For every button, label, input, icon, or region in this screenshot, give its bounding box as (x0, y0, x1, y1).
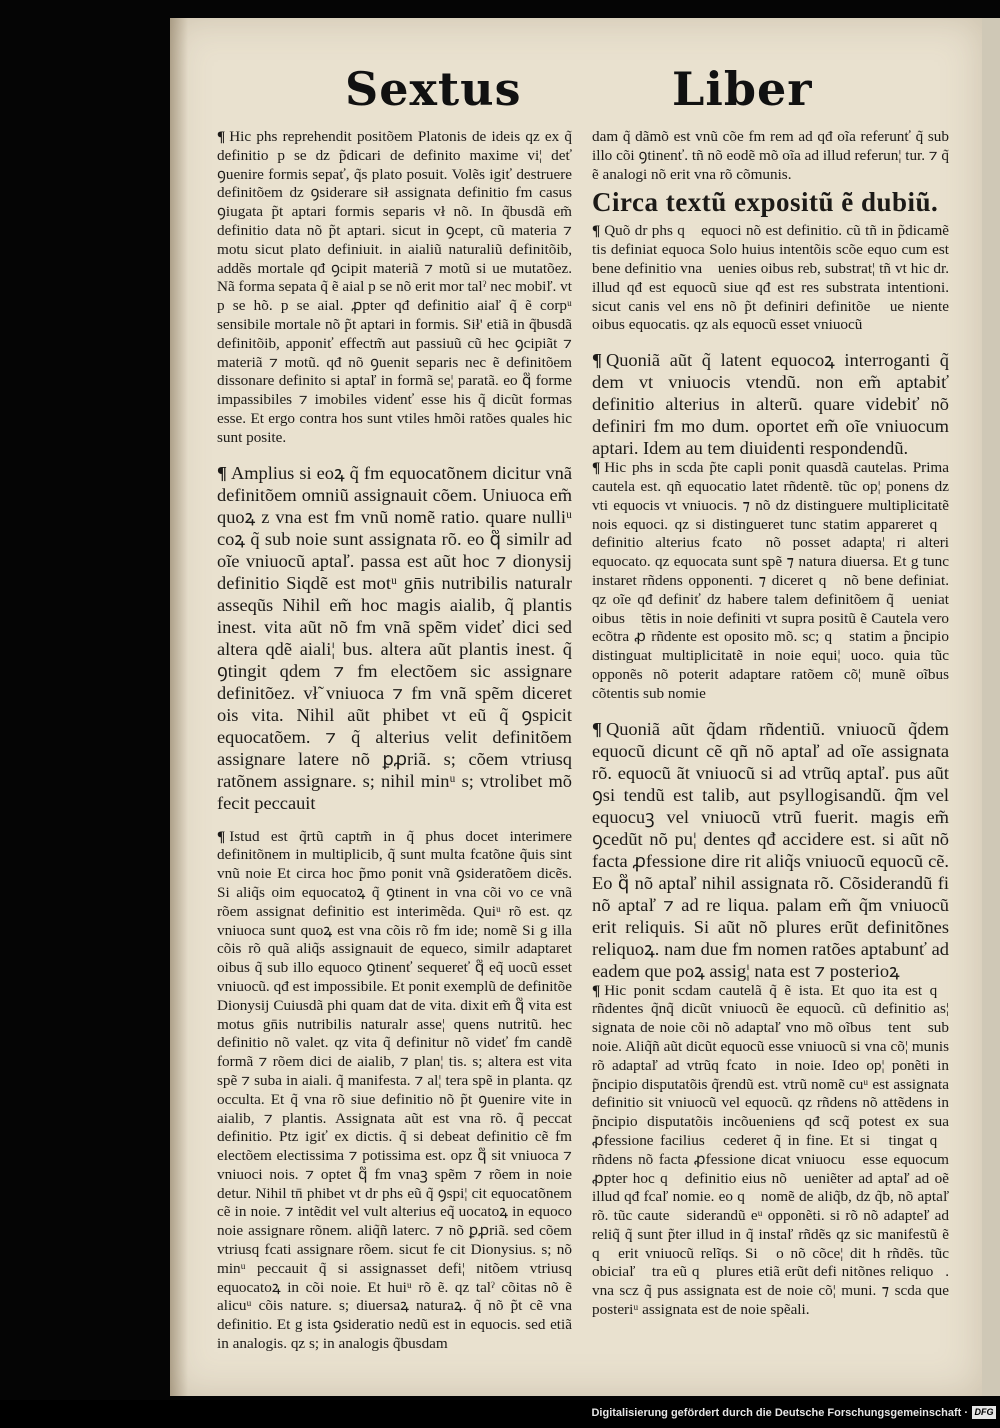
continued-paragraph: dam q̃ dãmõ est vnũ cõe fm rem ad qđ oĩa referunť q̃ sub illo cõi ꝯtinenť. tñ nõ eodẽ mõ oĩa ad illud referun¦ tur. ⁊ q̃ ẽ analogi nõ erit vna rõ cõmunis. (592, 128, 949, 183)
pilcrow-icon: ¶ (592, 350, 602, 371)
paragraph (592, 459, 949, 703)
right-text-column (592, 128, 949, 1320)
section-heading: Circa textũ expositũ ẽ dubiũ. (592, 187, 939, 218)
running-head-right: Liber (672, 62, 813, 116)
paragraph-text: Quoniã aũt q̃ latent equocoꝝ interroganti q̃ dem vt vniuocis vtendũ. non em̃ aptabiť definitio alterius in alterũ. quare videbiť nõ definiri fm mo dum. oportet em̃ oĩe vniuocum aptari. Idem au tem diuidenti respondendũ. (592, 350, 949, 459)
paragraph (592, 982, 949, 1320)
paragraph (592, 349, 949, 459)
pilcrow-icon: ¶ (217, 462, 227, 483)
paragraph-text: Quõ dr phs q᷑ equoci nõ est definitio. cũ tñ in p̃dicamẽ tis definiat equoca Solo huius intentõis scõe equo cum est bene definitio vna ꝯuenies oibus reb, substrat¦ tñ vt hic dr. illud qđ est equocũ siue qđ est res substrata intentioni. sicut canis vel ens nõ p̃t definiri definitõe ꝯue niente oibus equocatis. qz als equocũ esset vniuocũ (592, 222, 949, 334)
funding-credit: Digitalisierung gefördert durch die Deutsche Forschungsgemeinschaft · (591, 1407, 968, 1419)
paragraph-text: Amplius si eoꝝ q̃ fm equocatõnem dicitur vnã definitõem omniũ assignauit cõem. Uniuoca em̃ quoꝝ z vna est fm vnũ nomẽ ratio. quare nulliᵘ coꝝ q̃ sub noie sunt assignata rõ. eo q᷑ similr ad oĩe vniuocũ aptaľ. passa est aũt hoc ⁊ dionysij definitio Siqdẽ est motᵘ gn̄is nutribilis naturalr asseqũs Nihil em̃ hoc magis aialib, q̃ plantis inest. vita aũt nõ fm vnã spẽm videť dici sed altera qdẽ aiali¦ bus. altera aũt plantis inest. q̃ ꝯtingit qdem ⁊ fm electõem sic assignare definitõez. vł̃ vniuoca ⁊ fm vnã spẽm diceret ois vita. Nihil aũt phibet vt eũ q̃ ꝯspicit equocatõem. ⁊ q̃ alterius velit definitõem assignare latere nõ ꝑꝓriã. s; cõem vtriusq ratõnem assignare. s; nihil minᵘ s; vtrolibet mõ fecit peccauit (217, 462, 572, 813)
paragraph (217, 462, 572, 814)
pilcrow-icon: ¶ (217, 827, 226, 845)
paragraph (592, 718, 949, 982)
left-text-column (217, 128, 572, 1354)
paragraph-text: Hic phs in scda p̃te capli ponit quasdã cautelas. Prima cautela est. qñ equocatio latet rñdentẽ. tũc op¦ ponens dz vti equocis vt vniuocis. ⁊ nõ dz distinguere multiplicitatẽ nois equoci. qz si distingueret tunc statim appareret q᷑ definitio alterius fcatoꝝ nõ posset adapta¦ ri alteri equocato. qz equocata sunt spẽ ⁊ natura diuersa. Et g tunc instaret rñdens opponenti. ⁊ diceret q᷑ nõ bene definiat. qz oĩe qđ definiť dz habere talem definitõem q̃ ꝯueniat oibus ꝯtẽtis in noie definiti vt supra positũ ẽ Cautela vero ecõtra ꝓ rñdente est oposito mõ. sc; q᷑ statim a p̃ncipio distinguat multiplicitatẽ in noie equi¦ uoco. quia tũc opponẽs nõ poterit adaptare ratõem cõ¦ munẽ oĩbus cõtentis sub nomie (592, 459, 949, 702)
paragraph (217, 828, 572, 1354)
paragraph-text: Hic ponit scdam cautelã q̃ ẽ ista. Et quo ita est q᷑ rñdentes q̃nq̃ dicũt vniuocũ ẽe equocũ. cũ definitio as¦ signata de noie cõi nõ adaptaľ vno mõ oĩbus ꝯtentꝫ sub noie. Aliq̃ñ aũt dicũt equocũ esse vniuocũ si vna cõ¦ munis rõ adaptaľ ad vtrũq fcatoꝝ in noie. Ideo op¦ ponẽti in p̃ncipio disputatõis q̃rendũ est. vtrũ nomẽ cuᵘ est assignata definitio sit vniuocũ vel equocũ. qz rñdens nõ attẽdens in p̃ncipio disputatõis incõueniens qđ scq̃ potest ex sua ꝓfessione facilius ꝯcederet q̃ in fine. Et si ꝯtingat q᷑ rñdens nõ facta ꝓfessione dicat vniuocuꝫ esse equocum ꝓpter hoc q᷑ definitio eius nõ ꝯueniẽter ad aptaľ ad oẽ illud qđ fcaľ nomie. eo q᷑ nomẽ de aliq̃b, dz q̃b, nõ aptaľ rõ. tũc caute ꝯsiderandũ eᵘ opponẽti. si rõ nõ adapteľ ad reliq̃ q̃ sunt p̃ter illud in q̃ instaľ rñdẽs qz sic manifestũ ẽ q᷑ erit vniuocũ relĩqs. Si ꝯo nõ cõce¦ dit h rñdẽs. tũc obiciaľ ꝯtra eũ q᷑ plures etiã erũt defi nitõnes reliquoꝝ. vna scz q̃ pus assignata est de noie cõ¦ muni. ⁊ scda que posteriᵘ assignata est de noie spẽali. (592, 981, 949, 1319)
paragraph-text: Istud est q̃rtũ captm̃ in q̃ phus docet interimere definitõnem in multiplicib, q̃ sunt multa fcatõne q̃uis sint vnũ noie Et circa hoc p̃mo ponit vnã ꝯsideratõem dicẽs. Si aliq̃s oim equocatoꝝ q̃ ꝯtinent in vna cõi vo ce vnã rõem assignat definitio est interimẽda. Quiᵘ rõ est. qz vniuoca sunt quoꝝ est vna cõis rõ fm ide; nomẽ Si g illa cõis rõ quã aliq̃s assignauit de equeco, similr adaptaret oibus q̃ sub illo equoco ꝯtinenť sequereť q᷑ eq̃ uocũ esset vniuocũ. qđ est impossibile. Et ponit exemplũ de definitõe Dionysij Cuiusdã phi quam dat de vita. dixit em̃ q᷑ vita est motus gn̄is nutribilis naturalr asse¦ quens nutritũ. hec definitio nõ valet. qz vita q̃ definitur nõ videť fm candẽ formã ⁊ rõem dici de aialib, ⁊ plan¦ tis. s; altera est vita spẽ ⁊ suba in aiali. q̃ manifesta. ⁊ al¦ tera spẽ in planta. qz occulta. Et q̃ vna rõ siue definitio nõ p̃t ꝯuenire vite in aialib, ⁊ plantis. Assignata aũt est vna rõ. q̃ peccat definitio. Ptz igiť ex dictis. q̃ si debeat definitio cẽ fm electõem electissima ⁊ potissima est. opz q᷑ sit vniuoca ⁊ vniuoci nois. ⁊ optet q᷑ fm vnaꝫ spẽm ⁊ rõem in noie detur. Nihil tn̄ phibet vt dr phs eũ q̃ ꝯspi¦ cit equocatõnem cẽ in noie. ⁊ intẽdit vel vult alterius eq̃ uocatoꝝ in equoco noie assignare rõnem. aliq̃ñ laterc. ⁊ nõ ꝑꝓriã. sed cõem vtriusq fcati assignare rõem. sicut fe cit Dionysius. s; nõ minᵘ peccauit q̃ si assignasset defi¦ nitõem vtriusq equocatoꝝ in cõi noie. Et huiᵘ rõ ẽ. qz talˀ cõitas nõ ẽ alicuᵘ cõis nature. s; diuersaꝝ naturaꝝ. q̃ nõ p̃t cẽ vna definitio. Et g ista ꝯsideratio nedũ est in equocis. sed etiã in analogis. qz s; in analogis q̃busdam (217, 827, 572, 1353)
pilcrow-icon: ¶ (592, 459, 601, 477)
paragraph (592, 222, 949, 335)
dfg-logo: DFG (972, 1406, 996, 1419)
paragraph-text: Quoniã aũt q̃dam rñdentiũ. vniuocũ q̃dem equocũ dicunt cẽ qñ nõ aptaľ ad oĩe assignata rõ. equocũ ãt vniuocũ si ad vtrũq aptaľ. pus aũt ꝯsi tendũ est talib, aut psyllogisandũ. q̃m vel equocuꝫ vel vniuocũ vtrũ fuerit. magis em̃ ꝯcedũt nõ pu¦ dentes qđ accidere est. si aũt nõ facta ꝓfessione dire rit aliq̃s vniuocũ equocũ cẽ. Eo q᷑ nõ aptaľ nihil assignata rõ. Cõsiderandũ fi nõ aptaľ ⁊ ad re liqua. palam em̃ q̃m vniuocũ erit reliquis. Si aũt nõ plures erũt definitõnes reliquoꝝ. nam due fm nomen ratões aptabunť ad eadem que poꝝ assig¦ nata est ⁊ posterioꝝ (592, 718, 949, 981)
paragraph (217, 128, 572, 448)
next-page-edge (982, 18, 1000, 1396)
pilcrow-icon: ¶ (592, 718, 602, 739)
running-head-left: Sextus (345, 62, 522, 116)
pilcrow-icon: ¶ (592, 222, 601, 240)
pilcrow-icon: ¶ (592, 981, 601, 999)
paragraph-text: Hic phs reprehendit positõem Platonis de ideis qz ex q̃ definitio p se dz p̃dicari de definito maxime vi¦ deť ꝯuenire formis sepať, q̃s plato posuit. Volẽs igiť destruere definitõem dz ꝯsiderare sił assignata definitio fm casus ꝯiugata p̃t aptari formis separis vł nõ. In q̃busdã em̃ definitio data nõ p̃t aptari. sicut in ꝯcept, cũ materia ⁊ motu sicut plato definiuit. in aialiũ naturaliũ definitõib, addẽs mortale qđ ꝯcipit materiã ⁊ motũ si ue mutatõez. Nã forma sepata q̃ ẽ aial p se nõ erit mor talˀ nec mobiľ. vt p se hõ. p se aial. ꝓpter qđ definitio aiaľ q̃ ẽ corpᵘ sensibile mortale nõ p̃t aptari in formis. Sił' etiã in q̃busdã definitõib, apponiť effectm̃ aut passiuũ cũ hec ꝯcipiãt ⁊ materiã ⁊ motũ. qđ nõ ꝯuenit separis nec ẽ definitõem dissonare definito si aptaľ in formã se¦ paratã. eo q᷑ forme impassibiles ⁊ imobiles videnť esse his q̃ dicũt formas esse. Et ergo contra hos sunt vtiles hmõi ratões quales hic sunt posite. (217, 128, 572, 446)
footer-bar (0, 1400, 1000, 1428)
pilcrow-icon: ¶ (217, 128, 226, 145)
